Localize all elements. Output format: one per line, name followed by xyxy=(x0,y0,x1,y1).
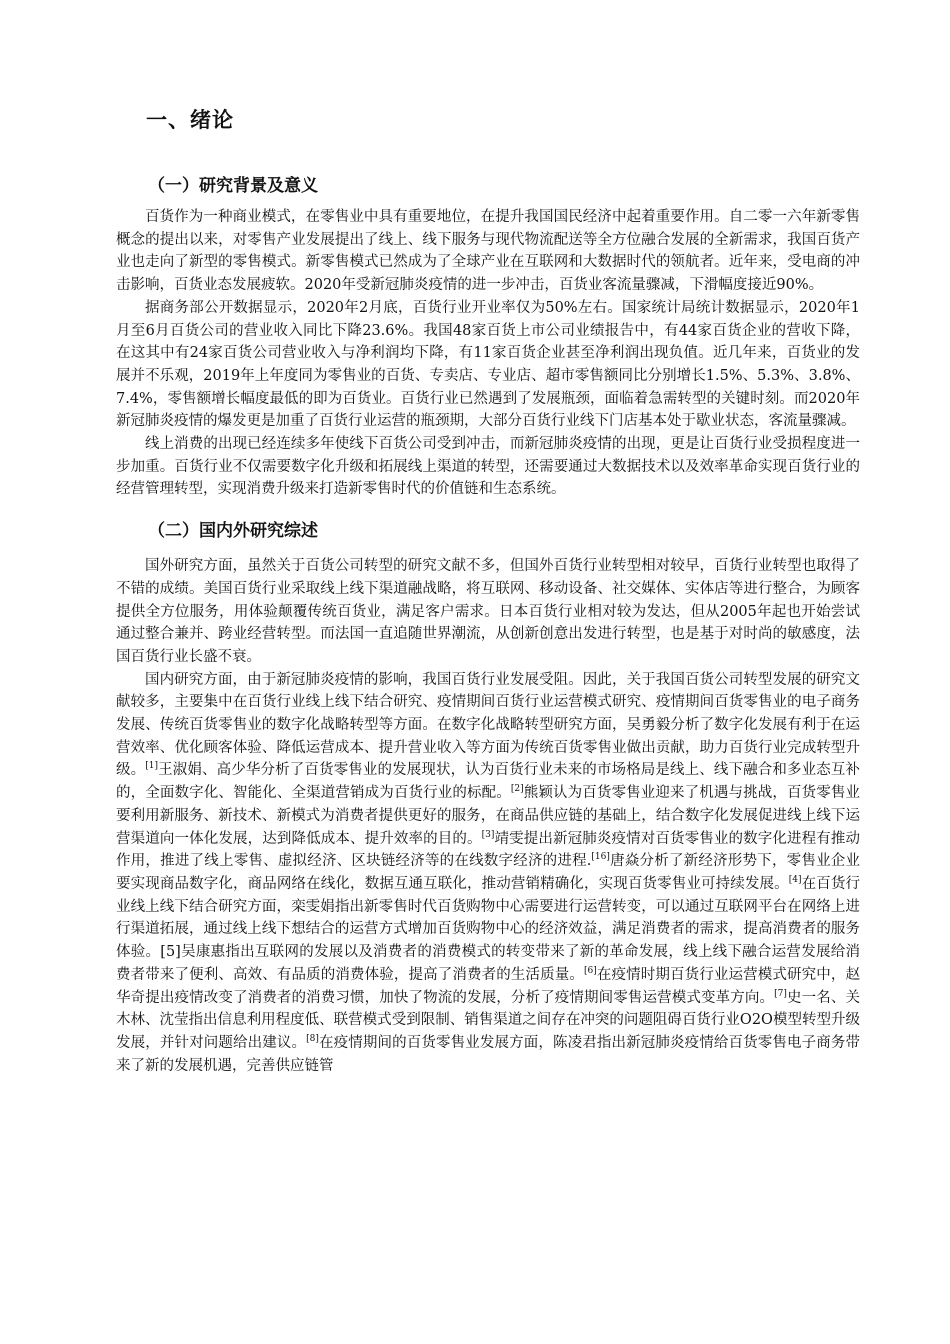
paragraph-text: 王淑娟、高少华分析了百货零售业的发展现状，认为百货行业未来的市场格局是线上、线下融合和多业态互补的，全面数字化、智能化、全渠道营销成为百货行业的标配。 xyxy=(116,762,860,802)
section-heading-background: （一）研究背景及意义 xyxy=(148,176,318,196)
citation-marker: [2] xyxy=(510,784,524,795)
paragraph xyxy=(116,555,860,669)
paragraph xyxy=(116,206,860,297)
citation-marker: [6] xyxy=(584,965,597,976)
citation-marker: [3] xyxy=(481,829,495,840)
section-heading-literature-review: （二）国内外研究综述 xyxy=(148,521,318,542)
paragraph xyxy=(116,297,860,433)
citation-marker: [7] xyxy=(774,988,787,999)
paragraph-text: 百货作为一种商业模式，在零售业中具有重要地位，在提升我国国民经济中起着重要作用。自二零一六年新零售概念的提出以来，对零售产业发展提出了线上、线下服务与现代物流配送等全方位融合发展的全新需求，我国百货产业也走向了新型的零售模式。新零售模式已然成为了全球产业在互联网和大数据时代的领航者。近年来，受电商的冲击影响，百货业态发展疲软。2020年受新冠肺炎疫情的进一步冲击，百货业客流量骤减，下滑幅度接近90%。 xyxy=(116,209,860,294)
paragraph xyxy=(116,433,860,501)
paragraph-text: 在百货行业线上线下结合研究方面，栾雯娟指出新零售时代百货购物中心需要进行运营转变，可以通过互联网平台在网络上进行渠道拓展，通过线上线下想结合的运营方式增加百货购物中心的经济效益，满足消费者的需求，提高消费者的服务体验。[5]吴康惠指出互联网的发展以及消费者的消费模式的转变带来了新的革命发展，线上线下融合运营发展给消费者带来了便利、高效、有品质的消费体验，提高了消费者的生活质量。 xyxy=(116,875,860,983)
paragraph-text: 在疫情期间的百货零售业发展方面，陈凌君指出新冠肺炎疫情给百货零售电子商务带来了新的发展机遇，完善供应链管 xyxy=(116,1034,860,1074)
paragraph-text: 在疫情时期百货行业运营模式研究中，赵华奇提出疫情改变了消费者的消费习惯，加快了物流的发展，分析了疫情期间零售运营模式变革方向。 xyxy=(116,966,860,1006)
paragraph-text: 国外研究方面，虽然关于百货公司转型的研究文献不多，但国外百货行业转型相对较早，百货行业转型也取得了不错的成绩。美国百货行业采取线上线下渠道融战略，将互联网、移动设备、社交媒体、实体店等进行整合，为顾客提供全方位服务，用体验颠覆传统百货业，满足客户需求。日本百货行业相对较为发达，但从2005年起也开始尝试通过整合兼并、跨业经营转型。而法国一直追随世界潮流，从创新创意出发进行转型，也是基于对时尚的敏感度，法国百货行业长盛不衰。 xyxy=(116,558,860,665)
paragraph xyxy=(116,669,860,1078)
paragraph-text: 国内研究方面，由于新冠肺炎疫情的影响，我国百货行业发展受阻。因此，关于我国百货公司转型发展的研究文献较多，主要集中在百货行业线上线下结合研究、疫情期间百货行业运营模式研究、疫情期间百货零售业的电子商务发展、传统百货零售业的数字化战略转型等方面。在数字化战略转型研究方面，吴勇毅分析了数字化发展有利于在运营效率、优化顾客体验、降低运营成本、提升营业收入等方面为传统百货零售业做出贡献，助力百货行业完成转型升级。 xyxy=(116,671,860,779)
page-content xyxy=(116,100,860,1077)
chapter-title: 一、绪论 xyxy=(146,108,234,132)
paragraph-text: 线上消费的出现已经连续多年使线下百货公司受到冲击，而新冠肺炎疫情的出现，更是让百货行业受损程度进一步加重。百货行业不仅需要数字化升级和拓展线上渠道的转型，还需要通过大数据技术以及效率革命实现百货行业的经营管理转型，实现消费升级来打造新零售时代的价值链和生态系统。 xyxy=(116,436,860,498)
citation-marker: [8] xyxy=(306,1034,319,1045)
citation-marker: [1] xyxy=(145,761,158,772)
paragraph-text: 熊颖认为百货零售业迎来了机遇与挑战，百货零售业要利用新服务、新技术、新模式为消费者提供更好的服务，在商品供应链的基础上，结合数字化发展促进线上线下运营渠道向一体化发展，达到降低成本、提升效率的目的。 xyxy=(116,785,860,847)
paragraph-text: 据商务部公开数据显示，2020年2月底，百货行业开业率仅为50%左右。国家统计局统计数据显示，2020年1月至6月百货公司的营业收入同比下降23.6%。我国48家百货上市公司业绩报告中，有44家百货企业的营收下降，在这其中有24家百货公司营业收入与净利润均下降，有11家百货企业甚至净利润出现负值。近几年来，百货业的发展并不乐观，2019年上年度同为零售业的百货、专卖店、专业店、超市零售额同比分别增长1.5%、5.3%、3.8%、7.4%，零售额增长幅度最低的即为百货业。百货行业已然遇到了发展瓶颈，面临着急需转型的关键时刻。而2020年新冠肺炎疫情的爆发更是加重了百货行业运营的瓶颈期，大部分百货行业线下门店基本处于歇业状态，客流量骤减。 xyxy=(116,299,860,430)
citation-marker: [16] xyxy=(591,852,610,863)
paragraph-text: 史一名、关木林、沈莹指出信息利用程度低、联营模式受到限制、销售渠道之间存在冲突的问题阻碍百货行业O2O模型转型升级发展，并针对问题给出建议。 xyxy=(116,989,860,1051)
citation-marker: [4] xyxy=(788,875,802,886)
paragraph-text: 靖雯提出新冠肺炎疫情对百货零售业的数字化进程有推动作用，推进了线上零售、虚拟经济、区块链经济等的在线数字经济的进程. xyxy=(116,830,860,870)
paragraph-text: 唐焱分析了新经济形势下，零售业企业要实现商品数字化，商品网络在线化，数据互通互联化，推动营销精确化，实现百货零售业可持续发展。 xyxy=(116,853,860,892)
